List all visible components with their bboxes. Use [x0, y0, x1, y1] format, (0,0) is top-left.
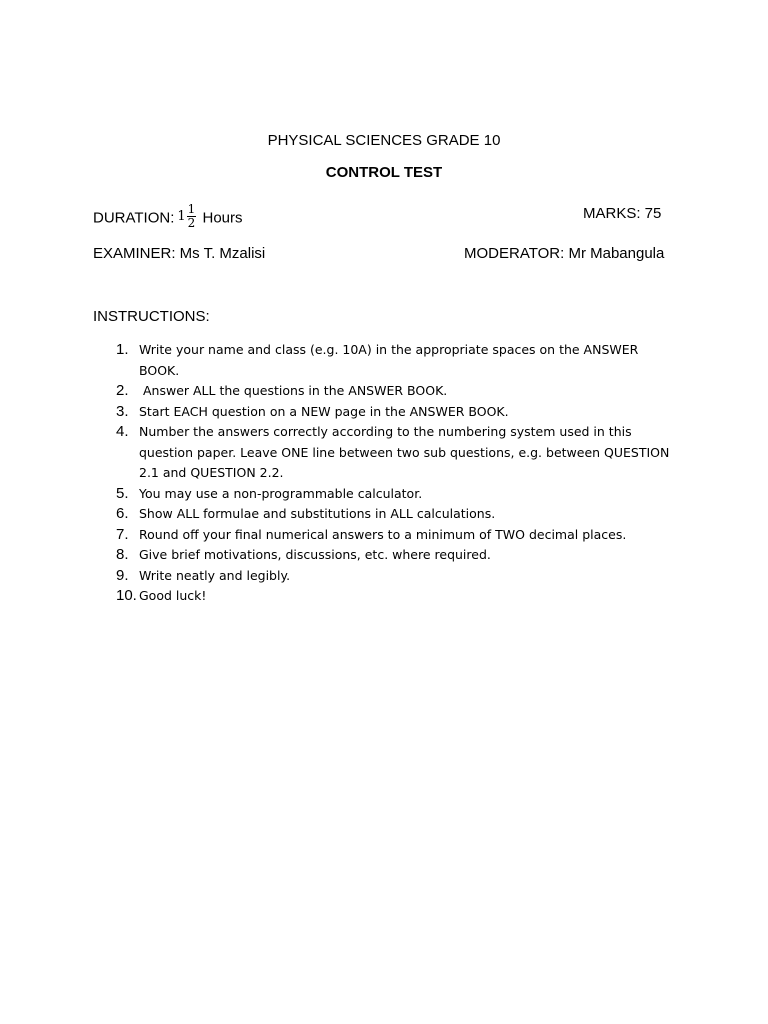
duration-denominator: 2: [187, 216, 196, 230]
duration-unit: Hours: [202, 209, 243, 227]
list-item-number: 6.: [116, 505, 129, 522]
list-item-number: 8.: [116, 546, 129, 563]
list-item-number: 5.: [116, 484, 129, 502]
list-item: [112, 566, 682, 587]
list-item-text: Round off your final numerical answers to a minimum of TWO decimal places.: [139, 526, 627, 542]
list-item-number: 1.: [116, 341, 129, 358]
duration-numerator: 1: [187, 202, 196, 216]
list-item: [112, 340, 682, 381]
list-item-number: 4.: [116, 423, 129, 440]
list-item-text: Write your name and class (e.g. 10A) in the appropriate spaces on the ANSWER BOOK.: [139, 342, 639, 378]
moderator-field: MODERATOR: Mr Mabangula: [464, 245, 665, 262]
list-item: [112, 484, 682, 505]
list-item: [112, 504, 682, 525]
list-item: [112, 381, 682, 402]
instructions-heading: INSTRUCTIONS:: [93, 308, 210, 325]
list-item-text: You may use a non-programmable calculator.: [139, 485, 423, 501]
list-item: [112, 525, 682, 546]
list-item-text: Give brief motivations, discussions, etc. where required.: [139, 547, 491, 562]
page-title: PHYSICAL SCIENCES GRADE 10: [267, 132, 501, 149]
list-item: [112, 545, 682, 566]
list-item-number: 10.: [116, 587, 137, 604]
list-item-text: Write neatly and legibly.: [139, 567, 291, 583]
list-item-text: Show ALL formulae and substitutions in ALL calculations.: [139, 506, 496, 521]
duration-fraction: [177, 203, 196, 230]
list-item-number: 9.: [116, 566, 129, 584]
list-item-text: Good luck!: [139, 588, 207, 603]
examiner-field: EXAMINER: Ms T. Mzalisi: [93, 245, 266, 262]
list-item-text: Start EACH question on a NEW page in the ANSWER BOOK.: [139, 403, 509, 419]
list-item-text: Answer ALL the questions in the ANSWER BOOK.: [139, 383, 448, 398]
duration-whole: 1: [177, 209, 186, 224]
list-item: [112, 422, 682, 484]
duration-field: [93, 202, 243, 232]
list-item-text: Number the answers correctly according to the numbering system used in this question paper. Leave ONE line between two sub questions, e.g. between QUESTION 2.1 and QUESTION 2.2.: [139, 424, 670, 480]
page-subtitle: CONTROL TEST: [325, 164, 443, 181]
list-item-number: 2.: [116, 382, 129, 399]
list-item-number: 7.: [116, 525, 129, 543]
duration-label: DURATION:: [93, 209, 175, 227]
list-item: [112, 586, 682, 607]
list-item-number: 3.: [116, 402, 129, 420]
instructions-list: [112, 340, 682, 607]
marks-field: MARKS: 75: [583, 205, 662, 222]
list-item: [112, 402, 682, 423]
